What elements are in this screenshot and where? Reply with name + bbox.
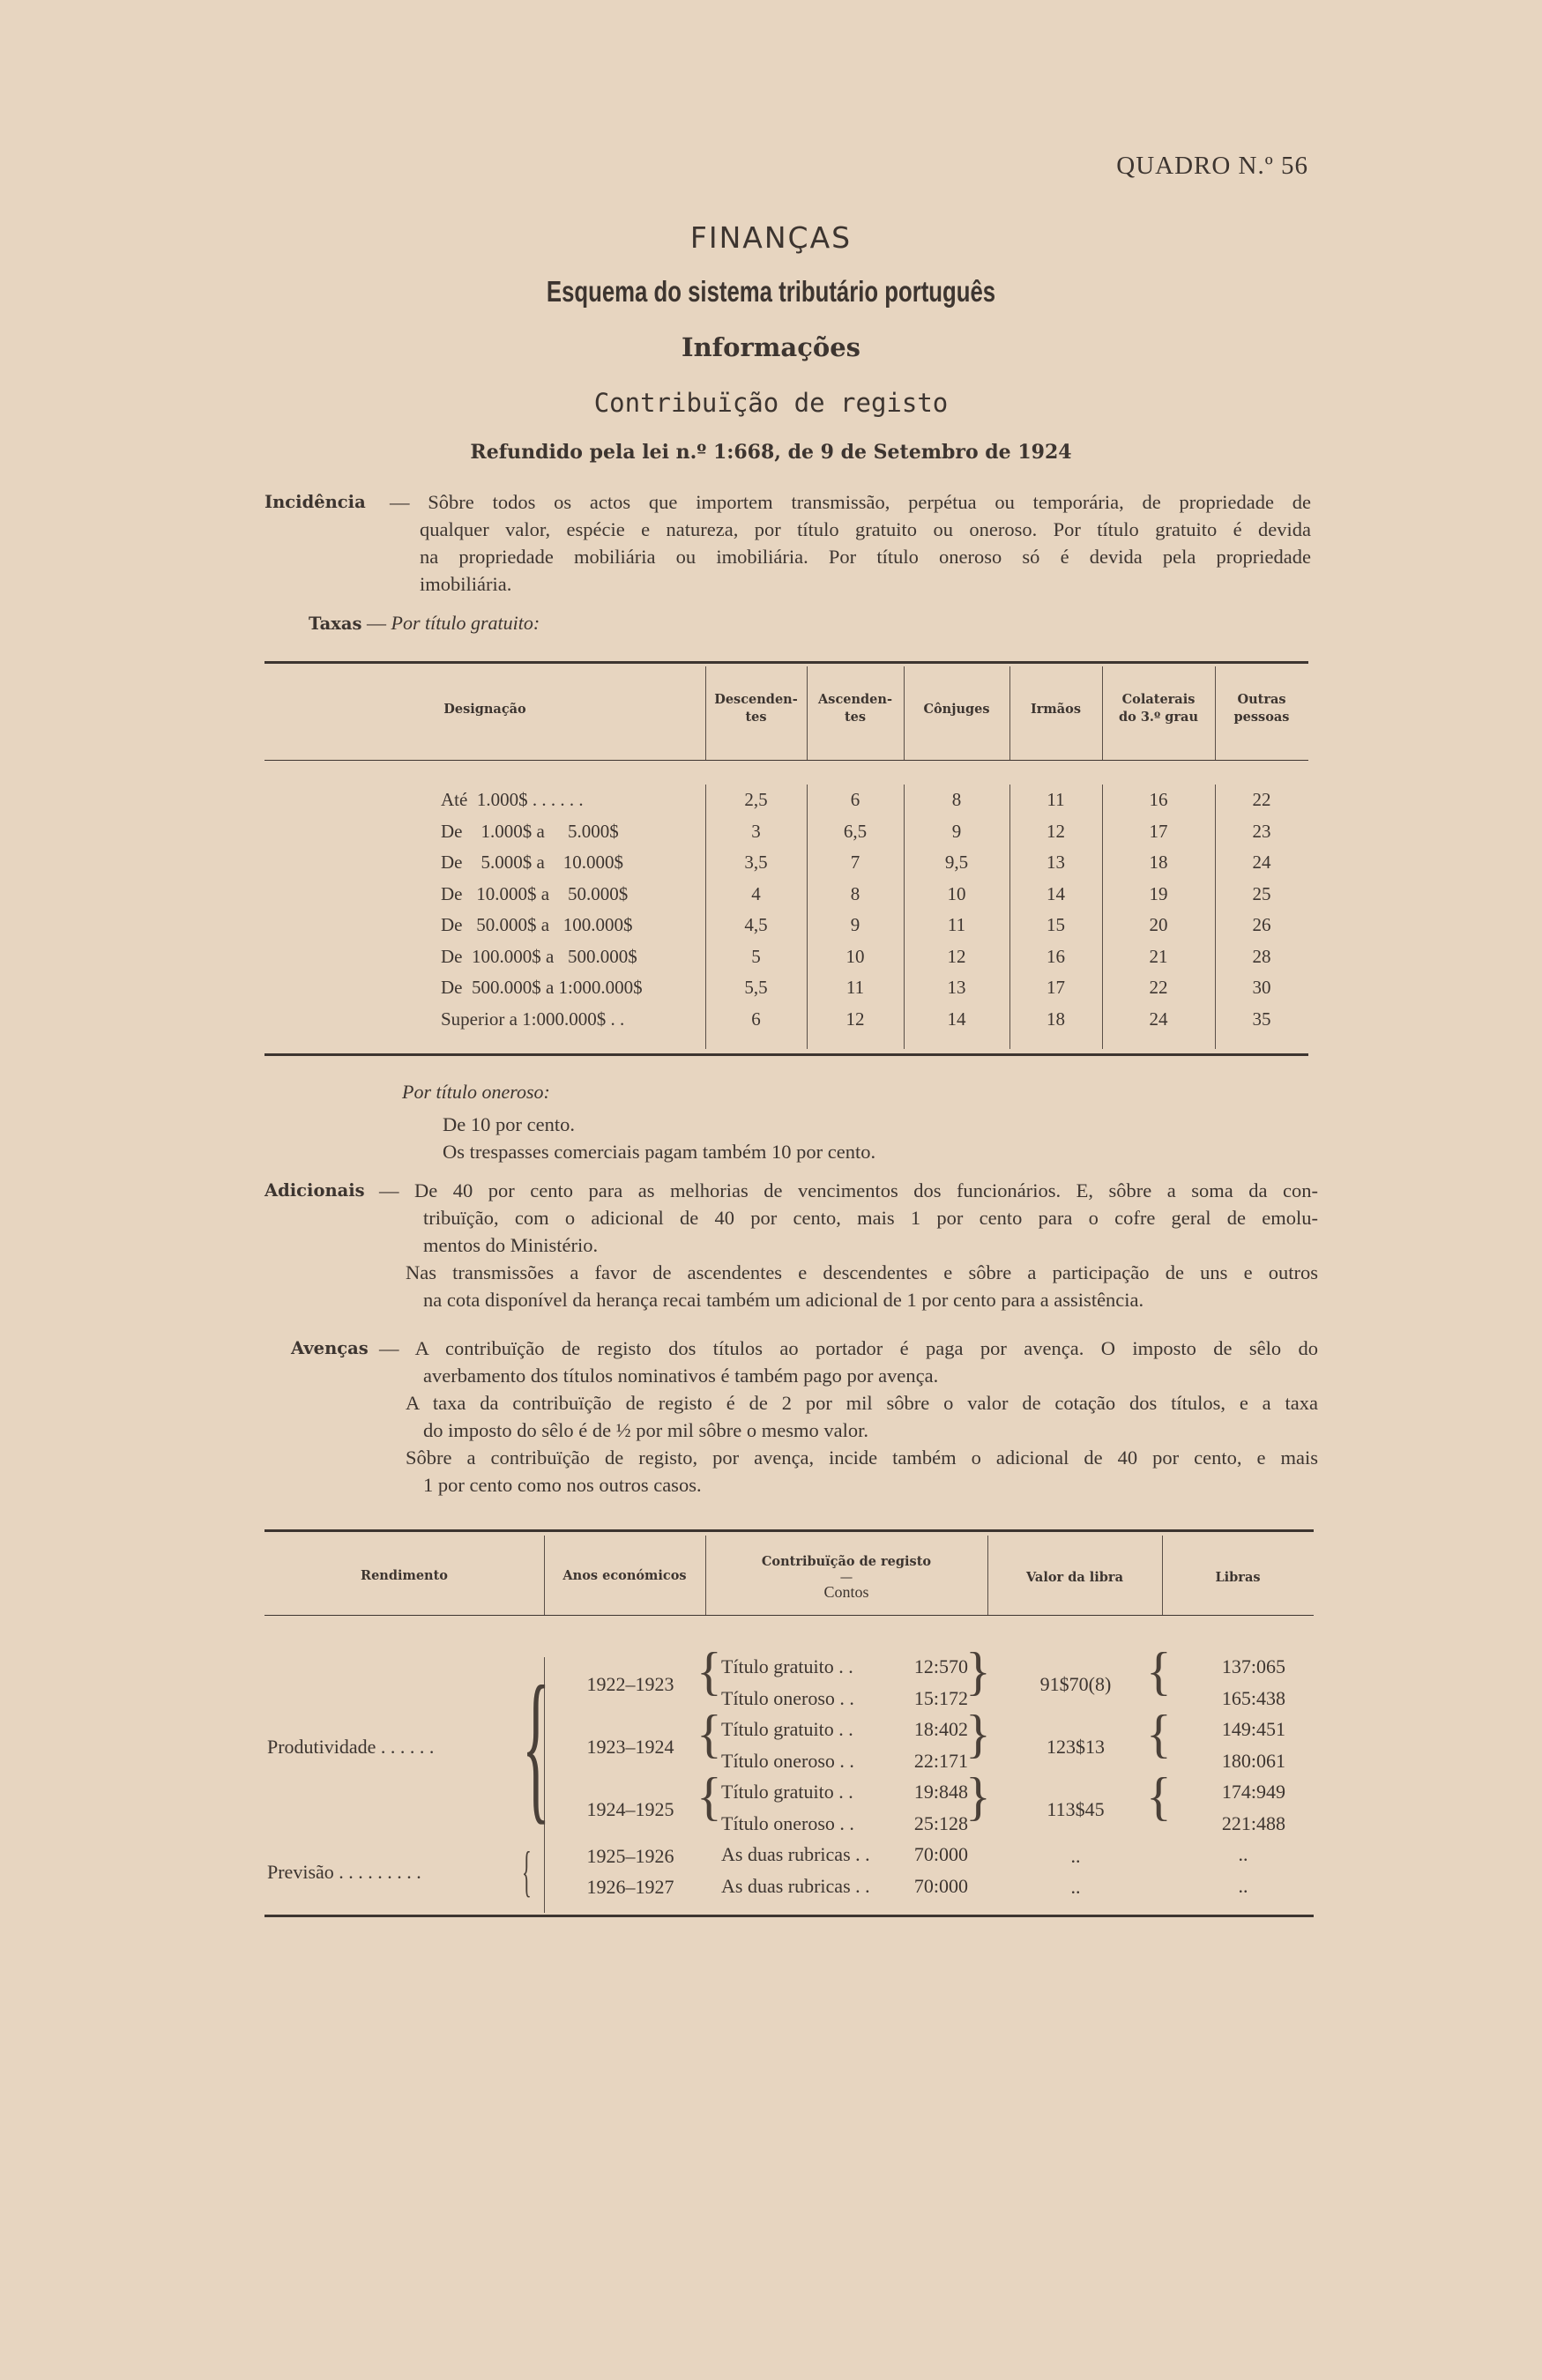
rubric-label: Título oneroso . . xyxy=(721,1749,854,1772)
libras-value: 180:061 xyxy=(1221,1749,1285,1772)
group-label: Produtividade . . . . . . xyxy=(267,1735,435,1758)
column-header: Cônjuges xyxy=(923,702,990,717)
contos-value: 15:172 xyxy=(913,1686,968,1709)
rate-cell: 13 xyxy=(1047,852,1065,873)
rate-cell: 6 xyxy=(850,789,860,810)
revenue-top-rule xyxy=(264,1529,1314,1532)
rate-cell: 21 xyxy=(1149,945,1168,967)
rate-cell: 22 xyxy=(1252,789,1271,810)
rate-cell: 12 xyxy=(845,1008,865,1030)
brace-left-icon: { xyxy=(1146,1705,1172,1763)
libras-value: 149:451 xyxy=(1221,1718,1285,1740)
contos-value: 25:128 xyxy=(913,1811,968,1834)
rate-cell: 5,5 xyxy=(744,977,768,998)
rate-cell: 7 xyxy=(850,852,860,873)
fiscal-year: 1925–1926 xyxy=(586,1844,674,1867)
libras-value: 221:488 xyxy=(1221,1811,1285,1834)
rate-cell: 8 xyxy=(850,882,860,904)
section-title: FINANÇAS xyxy=(689,220,853,255)
bracket-right-icon: } xyxy=(965,1642,991,1700)
rate-cell: 17 xyxy=(1149,820,1168,842)
taxas-label: Taxas xyxy=(309,614,362,634)
rate-cell: 16 xyxy=(1149,789,1168,810)
rate-cell: 22 xyxy=(1149,977,1168,998)
incidencia-label: Incidência xyxy=(264,492,366,512)
contos-value: 70:000 xyxy=(913,1874,968,1897)
rate-cell: 5 xyxy=(751,945,761,967)
rubric-label: Título oneroso . . xyxy=(721,1811,854,1834)
text-line: Nas transmissões a favor de ascendentes e descendentes e sôbre a participação de uns e outros xyxy=(406,1261,1318,1283)
revenue-bottom-rule xyxy=(264,1915,1314,1917)
rate-cell: 11 xyxy=(1047,789,1065,810)
bracket-right-icon: } xyxy=(965,1705,991,1763)
rate-cell: 10 xyxy=(947,882,966,904)
contos-value: 12:570 xyxy=(913,1655,968,1677)
rate-cell: 11 xyxy=(845,977,865,998)
rate-cell: 17 xyxy=(1047,977,1065,998)
rate-cell: 20 xyxy=(1149,914,1168,935)
bracket-right-icon: } xyxy=(965,1767,991,1826)
rubric-label: As duas rubricas . . xyxy=(721,1874,870,1897)
rate-cell: 30 xyxy=(1252,977,1271,998)
contrib-dash: — xyxy=(839,1571,853,1585)
rate-row-label: De 100.000$ a 500.000$ xyxy=(441,945,637,967)
taxas-dash: — xyxy=(367,612,387,634)
info-title: Informações xyxy=(682,332,860,362)
text-line: na cota disponível da herança recai também um adicional de 1 por cento para a assistência. xyxy=(423,1289,1144,1311)
taxas-sub: Por título gratuito: xyxy=(391,612,540,634)
brace-left-icon: { xyxy=(697,1705,722,1763)
libras-value: .. xyxy=(1238,1874,1248,1897)
text-line: A taxa da contribuïção de registo é de 2 por mil sôbre o valor de cotação dos títulos, e a taxa xyxy=(406,1392,1318,1414)
fiscal-year: 1922–1923 xyxy=(586,1672,674,1695)
column-header: Descenden- tes xyxy=(714,692,798,725)
group-label: Previsão . . . . . . . . . xyxy=(267,1860,421,1883)
libras-value: 165:438 xyxy=(1221,1686,1285,1709)
rate-cell: 9 xyxy=(850,914,860,935)
text-line: averbamento dos títulos nominativos é também pago por avença. xyxy=(423,1365,939,1387)
contos-value: 22:171 xyxy=(913,1749,968,1772)
rubric-label: Título gratuito . . xyxy=(721,1781,853,1803)
text-line: Sôbre a contribuïção de registo, por avença, incide também o adicional de 40 por cento, e mais xyxy=(406,1447,1318,1469)
libras-value: 174:949 xyxy=(1221,1781,1285,1803)
oneroso-label: Por título oneroso: xyxy=(402,1081,550,1103)
rate-cell: 9,5 xyxy=(944,852,969,873)
rate-cell: 6,5 xyxy=(843,820,868,842)
libras-header: Libras xyxy=(1215,1570,1261,1585)
rate-cell: 24 xyxy=(1149,1008,1168,1030)
column-header: Ascenden- tes xyxy=(818,692,892,725)
text-line: tribuïção, com o adicional de 40 por cento, mais 1 por cento para o cofre geral de emolu- xyxy=(423,1207,1318,1229)
brace-left-icon: { xyxy=(697,1767,722,1826)
contos-value: 18:402 xyxy=(913,1718,968,1740)
fiscal-year: 1923–1924 xyxy=(586,1735,674,1758)
libra-value: .. xyxy=(1070,1844,1081,1867)
rubric-label: Título gratuito . . xyxy=(721,1655,853,1677)
libra-value: 91$70(8) xyxy=(1039,1672,1112,1695)
rate-cell: 13 xyxy=(947,977,966,998)
rate-cell: 24 xyxy=(1252,852,1271,873)
revenue-header-rule xyxy=(264,1615,1314,1616)
text-line: na propriedade mobiliária ou imobiliária. Por título oneroso só é devida pela propriedade xyxy=(420,546,1311,568)
rate-cell: 10 xyxy=(845,945,865,967)
anos-header: Anos económicos xyxy=(562,1568,687,1583)
rubric-label: As duas rubricas . . xyxy=(721,1843,870,1865)
contos-value: 19:848 xyxy=(913,1781,968,1803)
libras-value: .. xyxy=(1238,1843,1248,1865)
rate-cell: 23 xyxy=(1252,820,1271,842)
rubric-label: Título gratuito . . xyxy=(721,1718,853,1740)
text-line: mentos do Ministério. xyxy=(423,1234,599,1256)
valor-header: Valor da libra xyxy=(1026,1570,1123,1585)
rate-cell: 28 xyxy=(1252,945,1271,967)
rate-cell: 3,5 xyxy=(744,852,768,873)
rate-cell: 18 xyxy=(1149,852,1168,873)
contos-value: 70:000 xyxy=(913,1843,968,1865)
brace-left-icon: { xyxy=(1146,1767,1172,1826)
adicionais-label: Adicionais xyxy=(264,1180,365,1201)
text-line: — Sôbre todos os actos que importem transmissão, perpétua ou temporária, de propriedade de xyxy=(390,491,1311,513)
rendimento-header: Rendimento xyxy=(361,1568,448,1583)
rate-cell: 4 xyxy=(751,882,761,904)
rate-cell: 9 xyxy=(951,820,962,842)
quadro-number: QUADRO N.º 56 xyxy=(1116,152,1308,180)
fiscal-year: 1924–1925 xyxy=(586,1797,674,1820)
column-header: Irmãos xyxy=(1031,702,1081,717)
rate-cell: 12 xyxy=(1047,820,1065,842)
libra-value: 113$45 xyxy=(1047,1797,1105,1820)
rubric-label: Título oneroso . . xyxy=(721,1686,854,1709)
avencas-label: Avenças xyxy=(291,1338,369,1358)
rate-cell: 6 xyxy=(751,1008,761,1030)
group-brace-icon: { xyxy=(522,1840,532,1902)
rate-row-label: De 1.000$ a 5.000$ xyxy=(441,820,619,842)
rate-cell: 8 xyxy=(951,789,962,810)
column-header: Outras pessoas xyxy=(1233,692,1290,725)
rate-cell: 2,5 xyxy=(744,789,768,810)
contos-header: Contos xyxy=(823,1583,869,1601)
text-line: — A contribuïção de registo dos títulos ao portador é paga por avença. O imposto de sêlo do xyxy=(379,1337,1318,1359)
libras-value: 137:065 xyxy=(1221,1655,1285,1677)
text-line: — De 40 por cento para as melhorias de vencimentos dos funcionários. E, sôbre a soma da con- xyxy=(379,1179,1318,1201)
law-reference: Refundido pela lei n.º 1:668, de 9 de Setembro de 1924 xyxy=(470,441,1072,464)
rate-cell: 26 xyxy=(1252,914,1271,935)
text-line: imobiliária. xyxy=(420,573,512,595)
rate-cell: 16 xyxy=(1047,945,1065,967)
rate-row-label: Superior a 1:000.000$ . . xyxy=(441,1008,625,1030)
column-header: Colaterais do 3.º grau xyxy=(1118,692,1198,725)
libra-value: 123$13 xyxy=(1047,1735,1105,1758)
brace-left-icon: { xyxy=(697,1642,722,1700)
rate-cell: 14 xyxy=(1047,882,1065,904)
rate-row-label: Até 1.000$ . . . . . . xyxy=(441,789,584,810)
rate-row-label: De 10.000$ a 50.000$ xyxy=(441,882,629,904)
rate-cell: 4,5 xyxy=(744,914,768,935)
rate-cell: 19 xyxy=(1149,882,1168,904)
rate-cell: 18 xyxy=(1047,1008,1065,1030)
contrib-header: Contribuïção de registo xyxy=(761,1554,932,1569)
text-line: qualquer valor, espécie e natureza, por título gratuito ou oneroso. Por título gratuito é devida xyxy=(420,518,1311,540)
scheme-title: Esquema do sistema tributário português xyxy=(546,275,996,308)
rate-cell: 11 xyxy=(947,914,966,935)
rate-cell: 35 xyxy=(1252,1008,1271,1030)
column-header: Designação xyxy=(443,702,526,717)
rate-cell: 15 xyxy=(1047,914,1065,935)
fiscal-year: 1926–1927 xyxy=(586,1876,674,1899)
rate-cell: 14 xyxy=(947,1008,966,1030)
tax-title: Contribuïção de registo xyxy=(593,388,949,418)
text-line: 1 por cento como nos outros casos. xyxy=(423,1474,702,1496)
text-line: do imposto do sêlo é de ½ por mil sôbre o mesmo valor. xyxy=(423,1419,868,1441)
group-brace-icon: { xyxy=(522,1652,551,1839)
rate-cell: 12 xyxy=(947,945,966,967)
rate-cell: 25 xyxy=(1252,882,1271,904)
brace-left-icon: { xyxy=(1146,1642,1172,1700)
rate-row-label: De 500.000$ a 1:000.000$ xyxy=(441,977,643,998)
rate-row-label: De 5.000$ a 10.000$ xyxy=(441,852,624,873)
libra-value: .. xyxy=(1070,1876,1081,1899)
text-line: De 10 por cento. xyxy=(443,1113,575,1135)
text-line: Os trespasses comerciais pagam também 10 por cento. xyxy=(443,1141,876,1163)
rate-row-label: De 50.000$ a 100.000$ xyxy=(441,914,633,935)
rate-cell: 3 xyxy=(751,820,761,842)
